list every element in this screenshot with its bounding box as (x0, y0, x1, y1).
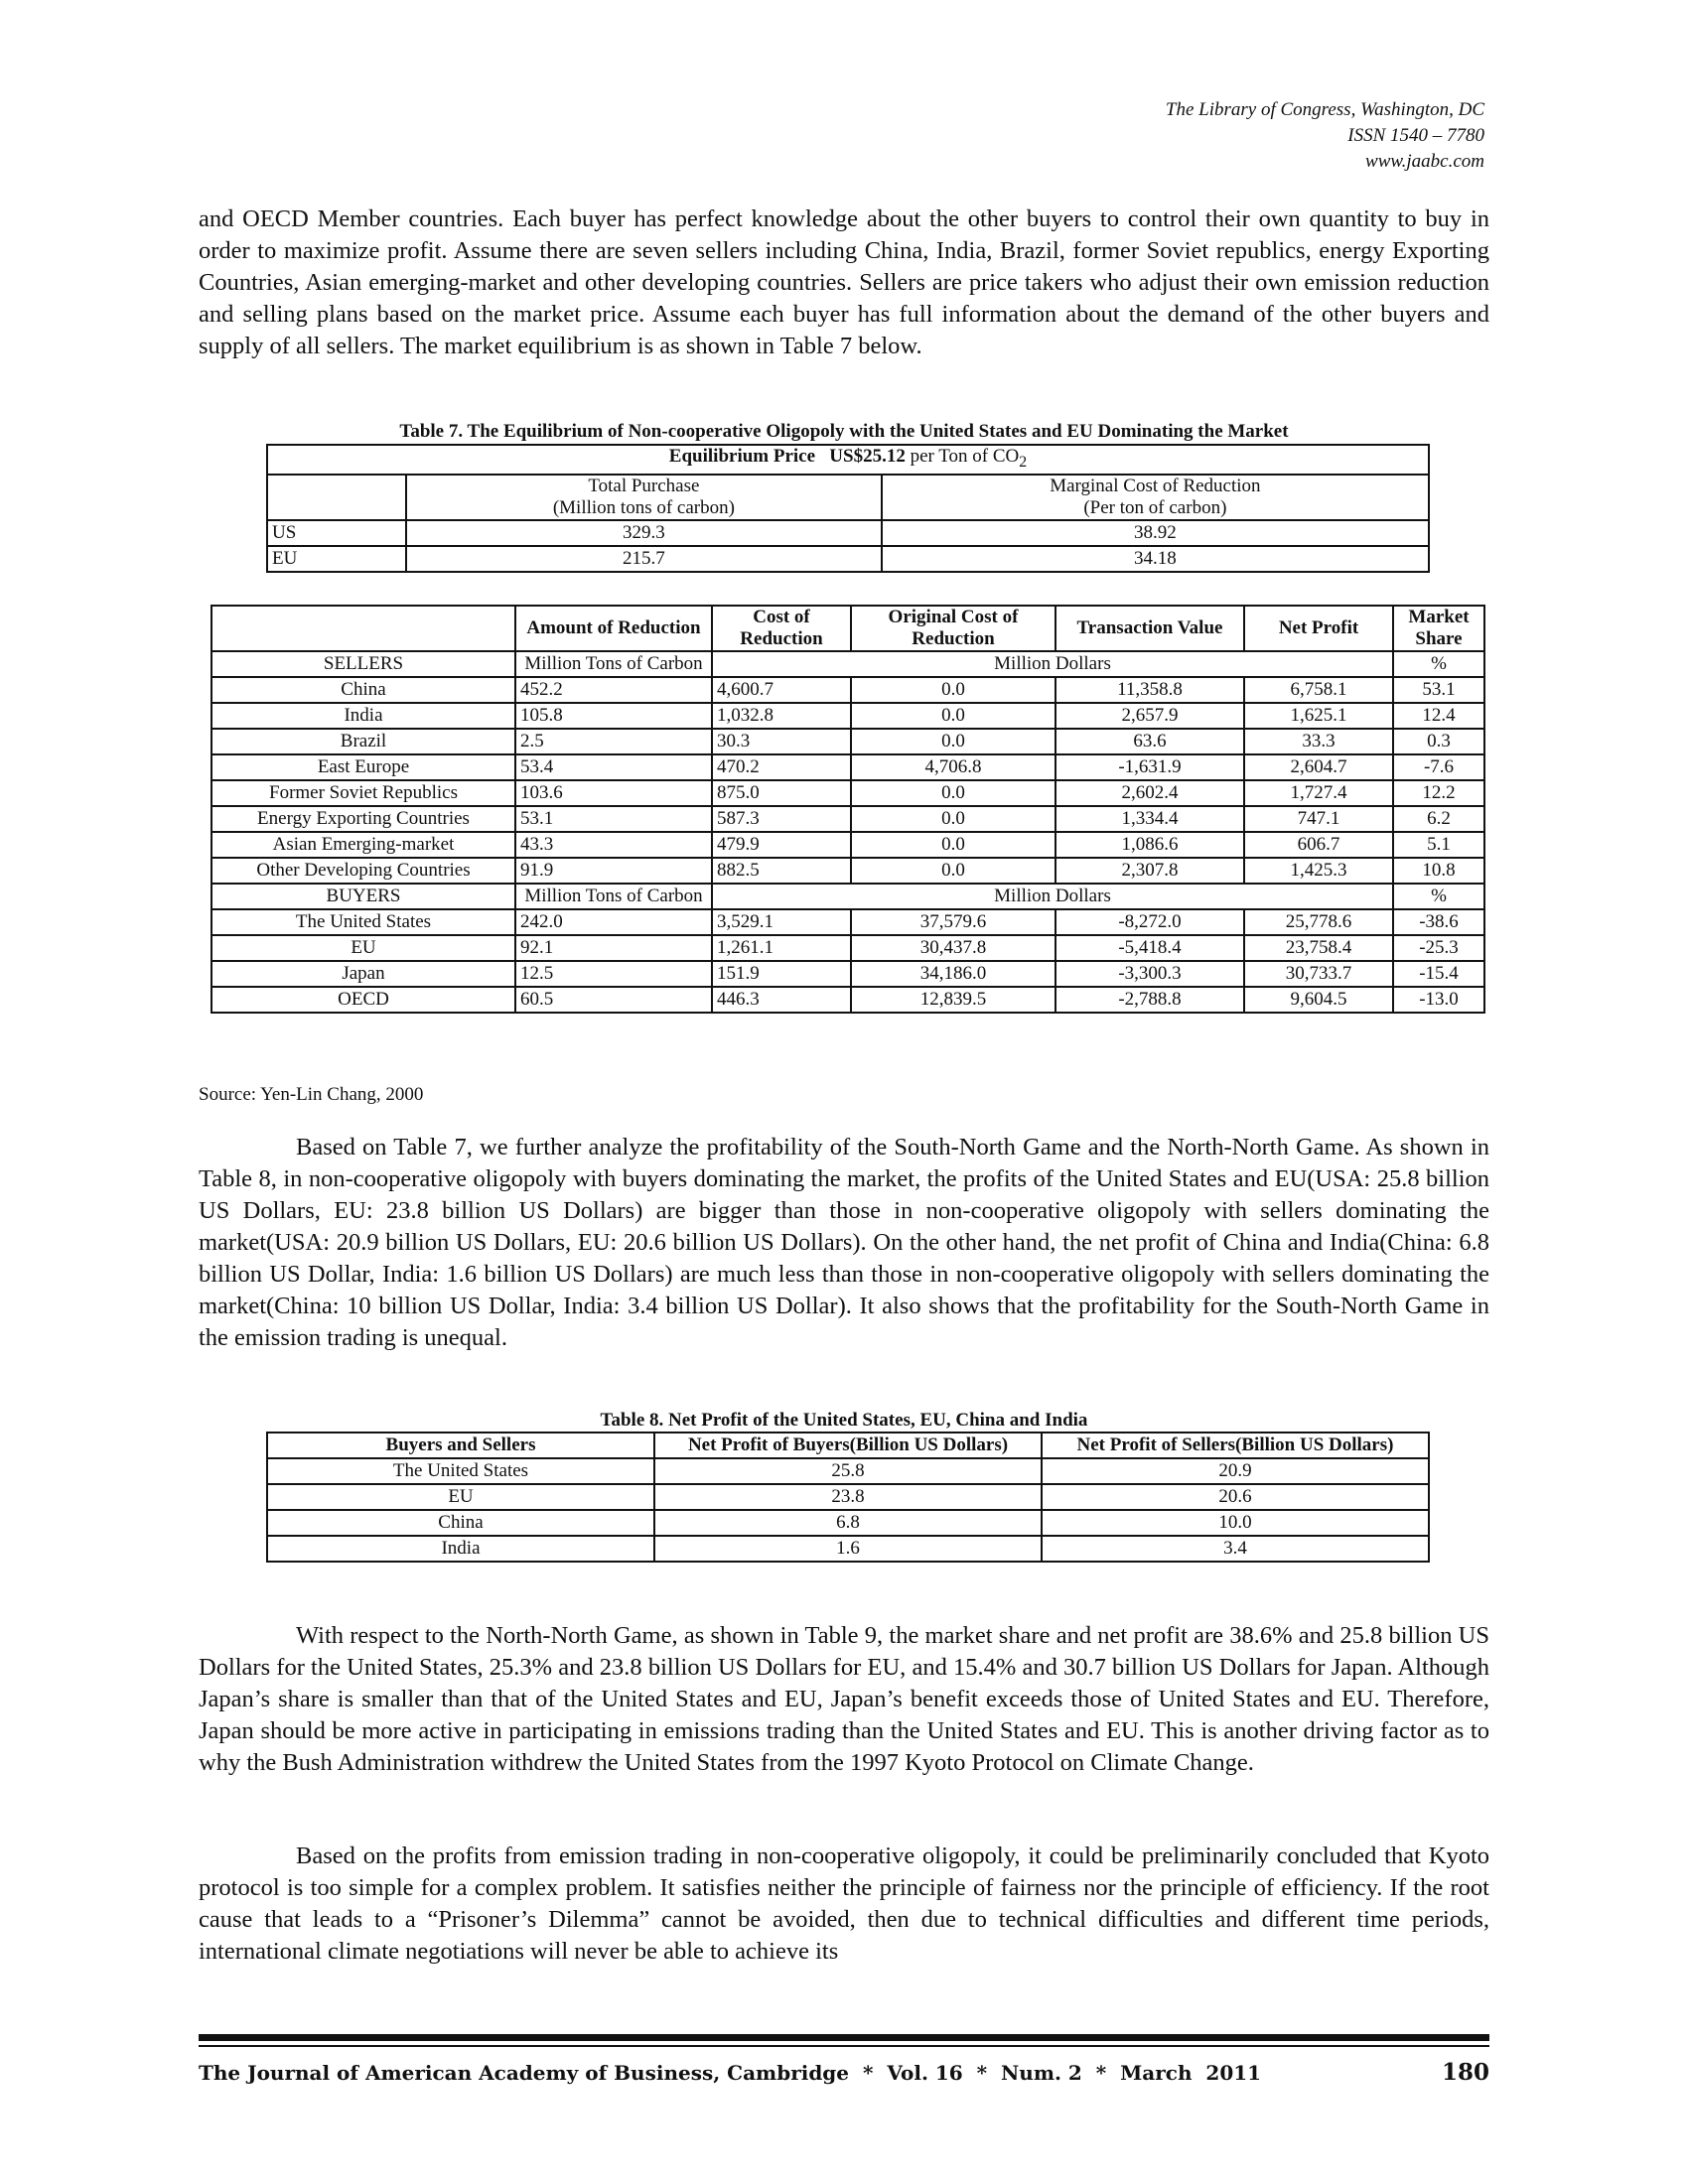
buyers-unit-row (211, 884, 1484, 909)
cell: 329.3 (406, 520, 882, 546)
marginal-cost-header (882, 475, 1429, 520)
header-buyers-sellers: Buyers and Sellers (267, 1433, 654, 1458)
cell: 20.9 (1042, 1458, 1429, 1484)
cell: 2,604.7 (1244, 754, 1393, 780)
row-name: Former Soviet Republics (211, 780, 515, 806)
cell: 242.0 (515, 909, 712, 935)
cell: 151.9 (712, 961, 851, 987)
header-row (267, 1433, 1429, 1458)
equilibrium-price-row (267, 445, 1429, 475)
cell: -38.6 (1393, 909, 1484, 935)
paragraph-3: With respect to the North-North Game, as shown in Table 9, the market share and net profit are 38.6% and 25.8 billion US Dollars for the United States, 25.3% and 23.8 billion US Dollars for EU, and 15.4% and 30.7 billion US Dollars for Japan. Although Japan’s share is smaller than that of the United States and EU, Japan’s benefit exceeds those of United States and EU. Therefore, Japan should be more active in participating in emissions trading than the United States and EU. This is another driving factor as to why the Bush Administration withdrew the United States from the 1997 Kyoto Protocol on Climate Change. (199, 1622, 1489, 1776)
row-name: Japan (211, 961, 515, 987)
cell: 0.0 (851, 780, 1055, 806)
cell: -1,631.9 (1055, 754, 1244, 780)
cell: 882.5 (712, 858, 851, 884)
cell: -5,418.4 (1055, 935, 1244, 961)
table-row (267, 1458, 1429, 1484)
row-name: EU (267, 1484, 654, 1510)
cell: 875.0 (712, 780, 851, 806)
cell: 11,358.8 (1055, 677, 1244, 703)
cell: 0.0 (851, 832, 1055, 858)
table-row (211, 729, 1484, 754)
table-row (267, 1484, 1429, 1510)
cell: 33.3 (1244, 729, 1393, 754)
journal-name: The Journal of American Academy of Business, Cambridge * Vol. 16 * Num. 2 * March 2011 (199, 2061, 1262, 2085)
cell: 6.2 (1393, 806, 1484, 832)
table-row (267, 546, 1429, 572)
journal-header (1166, 97, 1484, 175)
unit-dollars: Million Dollars (712, 884, 1393, 909)
table-8 (266, 1432, 1430, 1563)
row-name: Asian Emerging-market (211, 832, 515, 858)
cell: 747.1 (1244, 806, 1393, 832)
cell: 23,758.4 (1244, 935, 1393, 961)
cell: 4,706.8 (851, 754, 1055, 780)
cell: 1,625.1 (1244, 703, 1393, 729)
marginal-cost-unit: (Per ton of carbon) (1083, 496, 1227, 518)
unit-tons: Million Tons of Carbon (515, 651, 712, 677)
cell: 1.6 (654, 1536, 1042, 1562)
sellers-unit-row (211, 651, 1484, 677)
cell: 53.4 (515, 754, 712, 780)
row-name: US (267, 520, 406, 546)
cell: 60.5 (515, 987, 712, 1013)
empty-header-cell (267, 475, 406, 520)
cell: 34,186.0 (851, 961, 1055, 987)
cell: 2,602.4 (1055, 780, 1244, 806)
cell: 2,307.8 (1055, 858, 1244, 884)
header-buyers-profit: Net Profit of Buyers(Billion US Dollars) (654, 1433, 1042, 1458)
cell: 30,437.8 (851, 935, 1055, 961)
cell: 12.4 (1393, 703, 1484, 729)
table-row (267, 520, 1429, 546)
cell: 0.0 (851, 703, 1055, 729)
unit-percent: % (1393, 651, 1484, 677)
cell: 10.8 (1393, 858, 1484, 884)
cell: 12.2 (1393, 780, 1484, 806)
marginal-cost-label: Marginal Cost of Reduction (1050, 475, 1261, 496)
cell: 3,529.1 (712, 909, 851, 935)
cell: -2,788.8 (1055, 987, 1244, 1013)
cell: 25.8 (654, 1458, 1042, 1484)
table-row (211, 754, 1484, 780)
header-transaction: Transaction Value (1055, 606, 1244, 651)
table-row (211, 780, 1484, 806)
table-row (267, 1510, 1429, 1536)
header-line-1: The Library of Congress, Washington, DC (1165, 99, 1484, 120)
footer-rule-thin (199, 2045, 1489, 2047)
cell: 587.3 (712, 806, 851, 832)
header-original-cost: Original Cost of Reduction (851, 606, 1055, 651)
row-name: India (267, 1536, 654, 1562)
cell: 2,657.9 (1055, 703, 1244, 729)
cell: 12,839.5 (851, 987, 1055, 1013)
equilibrium-price-value: US$25.12 (829, 446, 906, 467)
cell: 103.6 (515, 780, 712, 806)
cell: 0.0 (851, 858, 1055, 884)
row-name: EU (267, 546, 406, 572)
row-name: Energy Exporting Countries (211, 806, 515, 832)
cell: 1,086.6 (1055, 832, 1244, 858)
equilibrium-price-label: Equilibrium Price (668, 446, 816, 467)
cell: 6,758.1 (1244, 677, 1393, 703)
cell: 1,261.1 (712, 935, 851, 961)
cell: 25,778.6 (1244, 909, 1393, 935)
table-row (211, 806, 1484, 832)
table-row (211, 703, 1484, 729)
cell: 1,032.8 (712, 703, 851, 729)
header-row (211, 606, 1484, 651)
cell: -25.3 (1393, 935, 1484, 961)
row-name: Brazil (211, 729, 515, 754)
table-row (211, 909, 1484, 935)
header-line-2: ISSN 1540 – 7780 (1347, 125, 1484, 146)
cell: 10.0 (1042, 1510, 1429, 1536)
cell: 92.1 (515, 935, 712, 961)
cell: 53.1 (515, 806, 712, 832)
footer-rule-thick (199, 2034, 1489, 2041)
cell: 0.0 (851, 806, 1055, 832)
cell: -7.6 (1393, 754, 1484, 780)
cell: -13.0 (1393, 987, 1484, 1013)
header-net-profit: Net Profit (1244, 606, 1393, 651)
header-market-share: Market Share (1393, 606, 1484, 651)
table-row (211, 961, 1484, 987)
cell: 0.0 (851, 677, 1055, 703)
paragraph-4: Based on the profits from emission trading in non-cooperative oligopoly, it could be preliminarily concluded that Kyoto protocol is too simple for a complex problem. It satisfies neither the principle of fairness nor the principle of efficiency. If the root cause that leads to a “Prisoner’s Dilemma” cannot be avoided, then due to technical difficulties and different time periods, international climate negotiations will never be able to achieve its (199, 1843, 1489, 1965)
total-purchase-unit: (Million tons of carbon) (552, 496, 735, 518)
row-name: India (211, 703, 515, 729)
unit-dollars: Million Dollars (712, 651, 1393, 677)
cell: 53.1 (1393, 677, 1484, 703)
cell: -8,272.0 (1055, 909, 1244, 935)
table-row (267, 1536, 1429, 1562)
empty-header-cell (211, 606, 515, 651)
cell: 30.3 (712, 729, 851, 754)
cell: 1,727.4 (1244, 780, 1393, 806)
cell: 23.8 (654, 1484, 1042, 1510)
header-sellers-profit: Net Profit of Sellers(Billion US Dollars) (1042, 1433, 1429, 1458)
table-8-caption: Table 8. Net Profit of the United States, EU, China and India (600, 1410, 1088, 1431)
cell: 215.7 (406, 546, 882, 572)
cell: 3.4 (1042, 1536, 1429, 1562)
row-name: EU (211, 935, 515, 961)
table-7-equilibrium (266, 444, 1430, 573)
cell: 34.18 (882, 546, 1429, 572)
header-amount: Amount of Reduction (515, 606, 712, 651)
unit-percent: % (1393, 884, 1484, 909)
cell: -15.4 (1393, 961, 1484, 987)
table-row (211, 832, 1484, 858)
paragraph-1: and OECD Member countries. Each buyer has perfect knowledge about the other buyers to control their own quantity to buy in order to maximize profit. Assume there are seven sellers including China, India, Brazil, former Soviet republics, energy Exporting Countries, Asian emerging-market and other developing countries. Sellers are price takers who adjust their own emission reduction and selling plans based on the market price. Assume each buyer has full information about the demand of the other buyers and supply of all sellers. The market equilibrium is as shown in Table 7 below. (199, 205, 1489, 359)
cell: 43.3 (515, 832, 712, 858)
total-purchase-label: Total Purchase (588, 475, 700, 496)
table-row (211, 987, 1484, 1013)
unit-tons: Million Tons of Carbon (515, 884, 712, 909)
cell: 1,334.4 (1055, 806, 1244, 832)
cell: 0.0 (851, 729, 1055, 754)
cell: 4,600.7 (712, 677, 851, 703)
cell: 30,733.7 (1244, 961, 1393, 987)
paragraph-2: Based on Table 7, we further analyze the profitability of the South-North Game and the North-North Game. As shown in Table 8, in non-cooperative oligopoly with buyers dominating the market, the profits of the United States and EU(USA: 25.8 billion US Dollars, EU: 23.8 billion US Dollars) are bigger than those in non-cooperative oligopoly with sellers dominating the market(USA: 20.9 billion US Dollars, EU: 20.6 billion US Dollars). On the other hand, the net profit of China and India(China: 6.8 billion US Dollar, India: 1.6 billion US Dollars) are much less than those in non-cooperative oligopoly with sellers dominating the market(China: 10 billion US Dollar, India: 3.4 billion US Dollar). It also shows that the profitability for the South-North Game in the emission trading is unequal. (199, 1134, 1489, 1351)
cell: 37,579.6 (851, 909, 1055, 935)
cell: 1,425.3 (1244, 858, 1393, 884)
row-name: China (211, 677, 515, 703)
sellers-label: SELLERS (211, 651, 515, 677)
page-footer (199, 2061, 1489, 2085)
header-cost: Cost of Reduction (712, 606, 851, 651)
cell: 9,604.5 (1244, 987, 1393, 1013)
cell: 38.92 (882, 520, 1429, 546)
cell: 105.8 (515, 703, 712, 729)
cell: 2.5 (515, 729, 712, 754)
row-name: East Europe (211, 754, 515, 780)
row-name: The United States (211, 909, 515, 935)
cell: 0.3 (1393, 729, 1484, 754)
row-name: OECD (211, 987, 515, 1013)
table-row (211, 858, 1484, 884)
cell: 20.6 (1042, 1484, 1429, 1510)
cell: 479.9 (712, 832, 851, 858)
table-row (211, 677, 1484, 703)
cell: 91.9 (515, 858, 712, 884)
equilibrium-price-unit: per Ton of CO (910, 446, 1020, 467)
cell: 12.5 (515, 961, 712, 987)
table-7-main (211, 605, 1485, 1014)
table-7-caption: Table 7. The Equilibrium of Non-cooperative Oligopoly with the United States and EU Dominating the Market (399, 421, 1289, 442)
buyers-label: BUYERS (211, 884, 515, 909)
page-number: 180 (1441, 2059, 1489, 2086)
cell: 63.6 (1055, 729, 1244, 754)
row-name: Other Developing Countries (211, 858, 515, 884)
total-purchase-header (406, 475, 882, 520)
cell: 452.2 (515, 677, 712, 703)
cell: 606.7 (1244, 832, 1393, 858)
row-name: The United States (267, 1458, 654, 1484)
cell: 5.1 (1393, 832, 1484, 858)
table-row (211, 935, 1484, 961)
co2-subscript: 2 (1019, 453, 1028, 471)
cell: 6.8 (654, 1510, 1042, 1536)
cell: 470.2 (712, 754, 851, 780)
cell: -3,300.3 (1055, 961, 1244, 987)
cell: 446.3 (712, 987, 851, 1013)
table-7-source: Source: Yen-Lin Chang, 2000 (199, 1084, 424, 1105)
row-name: China (267, 1510, 654, 1536)
header-line-3: www.jaabc.com (1365, 151, 1484, 172)
